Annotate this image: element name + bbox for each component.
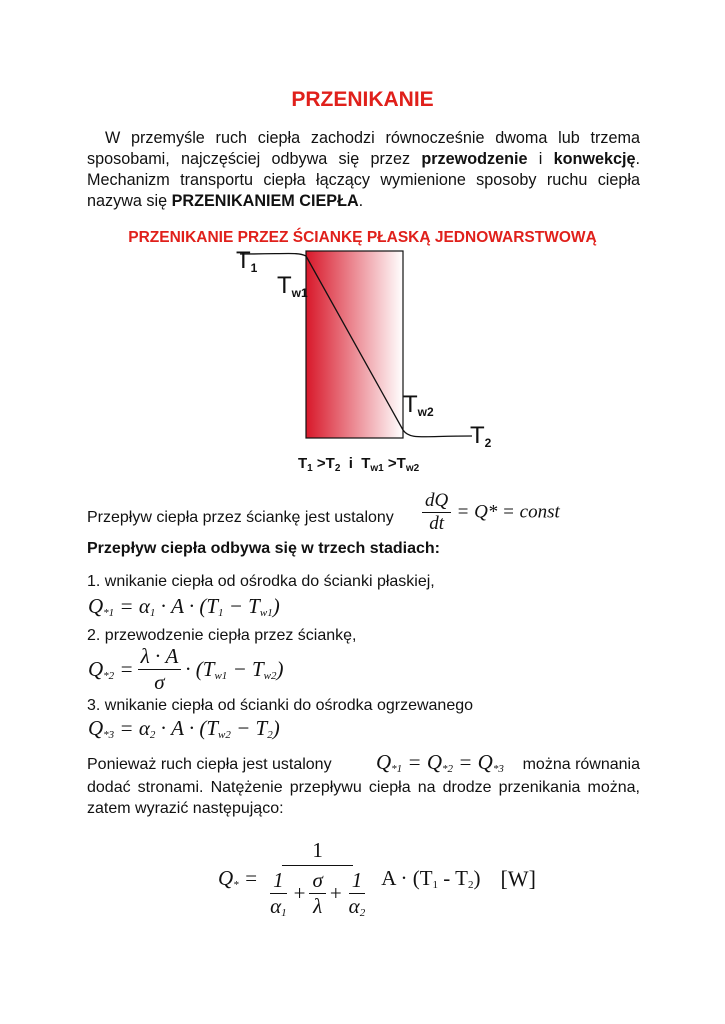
wall-diagram — [0, 0, 725, 480]
conclusion-text-3: dodać stronami. Natężenie przepływu ciepła na drodze przenikania można, zatem wyrazić następująco: — [87, 779, 640, 817]
stage-1-formula: $Q_{*1} = \alpha_1 \cdot A \cdot (T_1 - T_{w1})$ — [88, 594, 280, 619]
wall-rect — [306, 251, 403, 438]
label-t1: T1 — [236, 247, 258, 275]
page-title: PRZENIKANIE — [291, 88, 434, 111]
diagram-caption: $T_1 >T_2$ i $T_{w1} >T_{w2}$ — [298, 455, 420, 474]
final-unit: [W] — [500, 865, 536, 891]
steady-den: dt — [429, 513, 444, 534]
intro-text-1: W przemyśle ruch ciepła zachodzi równocześnie dwoma lub trzema sposobami, najczęściej odbywa się przez — [87, 129, 640, 168]
steady-flow-formula — [422, 490, 560, 535]
stages-heading: Przepływ ciepła odbywa się w trzech stadiach: — [87, 540, 441, 557]
stage-3-formula: $Q_{*3} = \alpha_2 \cdot A \cdot (T_{w2} - T_2)$ — [88, 716, 280, 741]
label-tw1: Tw1 — [277, 272, 308, 300]
label-t2: T2 — [470, 422, 492, 450]
steady-flow-label: Przepływ ciepła przez ściankę jest ustalony — [87, 509, 394, 526]
intro-text-3: . Mechanizm transportu ciepła łączący wymienione sposoby ruchu ciepła nazywa się — [87, 150, 640, 210]
final-formula: $Q_*$ = 1 $\frac{1}{\alpha_1}$ + $\frac{\sigma}{\lambda}$ + $\frac{1}{\alpha_2}$ $A \cdot (T_1 - T_2)$ [W] — [218, 838, 536, 919]
stage-2-label: 2. przewodzenie ciepła przez ściankę, — [87, 627, 357, 644]
conclusion-text-1: Ponieważ ruch ciepła jest ustalony — [87, 756, 332, 773]
stage-3-label: 3. wnikanie ciepła od ścianki do ośrodka ogrzewanego — [87, 697, 474, 714]
steady-rhs: = Q* = const — [456, 501, 560, 523]
steady-num: dQ — [422, 490, 451, 513]
intro-bold-przewodzenie: przewodzenie — [421, 150, 528, 168]
section-subtitle: PRZENIKANIE PRZEZ ŚCIANKĘ PŁASKĄ JEDNOWARSTWOWĄ — [128, 229, 597, 246]
stage-1-label: 1. wnikanie ciepła od ośrodka do ścianki płaskiej, — [87, 573, 435, 590]
conclusion-text-2: można równania — [522, 756, 640, 773]
label-tw2: Tw2 — [403, 391, 434, 419]
intro-text-4: . — [358, 192, 364, 210]
stage-2-formula: $Q_{*2}$ = $\frac{\lambda \cdot A}{\sigma}$ · $(T_{w1} - T_{w2})$ — [88, 644, 284, 694]
intro-bold-przenikanie: PRZENIKANIEM CIEPŁA — [171, 192, 359, 210]
intro-bold-konwekcja: konwekcję — [553, 150, 636, 168]
intro-text-2: i — [527, 150, 554, 168]
conclusion-equality: $Q_{*1} = Q_{*2} = Q_{*3}$ — [376, 750, 504, 775]
